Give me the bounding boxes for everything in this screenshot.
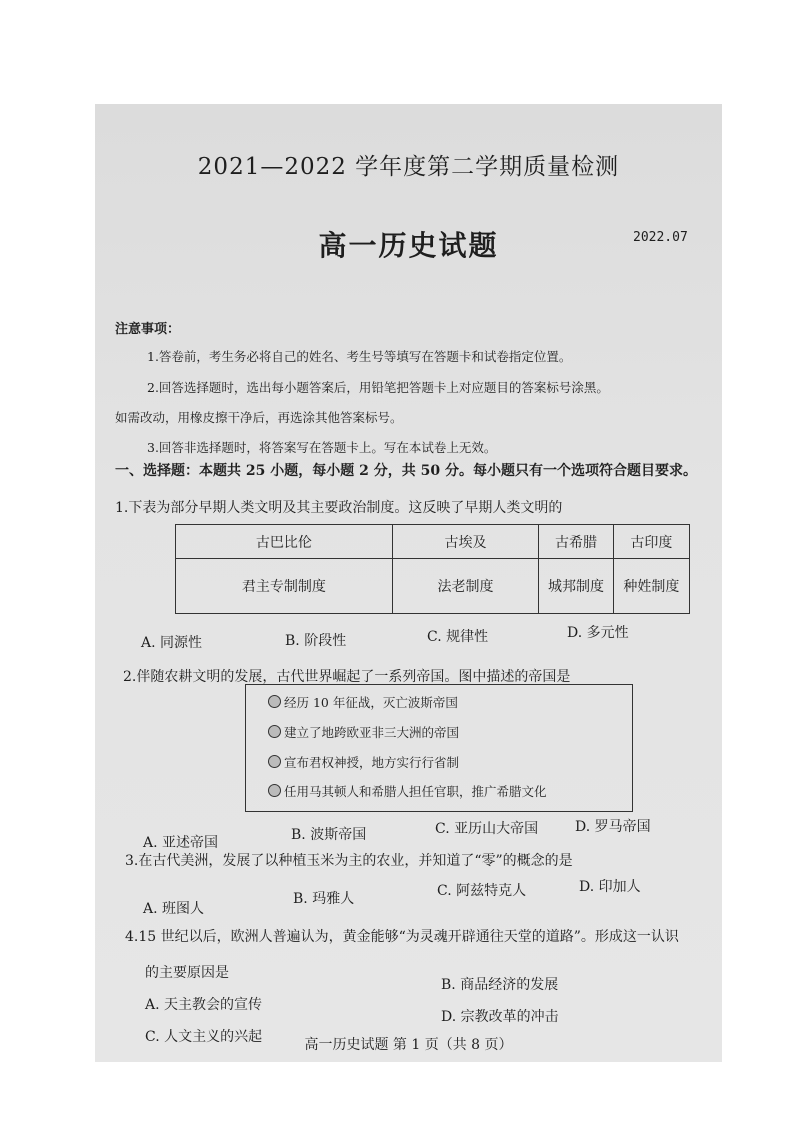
option-d: D. 宗教改革的冲击	[441, 1009, 559, 1025]
table-cell: 城邦制度	[539, 559, 613, 614]
table-header-cell: 古印度	[613, 525, 689, 559]
option-d: D. 印加人	[579, 879, 641, 895]
question-4-stem-cont: 的主要原因是	[145, 965, 229, 981]
option-b: B. 玛雅人	[293, 891, 355, 907]
option-a: A. 天主教会的宣传	[145, 997, 263, 1013]
info-item-text: 宣布君权神授，地方实行行省制	[284, 755, 460, 770]
notice-item: 1.答卷前，考生务必将自己的姓名、考生号等填写在答题卡和试卷指定位置。	[147, 349, 572, 364]
question-1-table	[175, 524, 690, 614]
table-header-cell: 古希腊	[539, 525, 613, 559]
section-heading: 一、选择题：本题共 25 小题，每小题 2 分，共 50 分。每小题只有一个选项符合题目要求。	[115, 463, 697, 479]
option-b: B. 商品经济的发展	[441, 977, 559, 993]
table-cell: 君主专制制度	[176, 559, 393, 614]
table-header-cell: 古埃及	[392, 525, 539, 559]
bullet-icon	[268, 695, 281, 708]
bullet-icon	[268, 725, 281, 738]
option-c: C. 规律性	[427, 629, 489, 645]
option-c: C. 亚历山大帝国	[435, 821, 539, 837]
exam-page	[95, 104, 722, 1062]
subject-title: 高一历史试题	[318, 229, 499, 262]
question-3-stem: 3.在古代美洲，发展了以种植玉米为主的农业，并知道了“零”的概念的是	[125, 853, 573, 869]
question-2-info-box	[245, 684, 633, 812]
notice-heading: 注意事项：	[115, 322, 181, 337]
question-4-stem: 4.15 世纪以后，欧洲人普遍认为，黄金能够“为灵魂开辟通往天堂的道路”。形成这一认识	[125, 929, 679, 945]
option-c: C. 人文主义的兴起	[145, 1029, 263, 1045]
question-1-stem: 1.下表为部分早期人类文明及其主要政治制度。这反映了早期人类文明的	[115, 500, 563, 516]
bullet-icon	[268, 784, 281, 797]
exam-date: 2022.07	[633, 230, 688, 245]
notice-item: 2.回答选择题时，选出每小题答案后，用铅笔把答题卡上对应题目的答案标号涂黑。	[147, 380, 609, 395]
info-item	[268, 782, 547, 800]
option-d: D. 多元性	[567, 625, 629, 641]
table-cell: 法老制度	[392, 559, 539, 614]
exam-title: 2021—2022 学年度第二学期质量检测	[197, 154, 620, 180]
page-footer: 高一历史试题 第 1 页（共 8 页）	[304, 1037, 513, 1053]
option-a: A. 同源性	[141, 635, 203, 651]
option-b: B. 波斯帝国	[291, 827, 367, 843]
question-2-stem: 2.伴随农耕文明的发展，古代世界崛起了一系列帝国。图中描述的帝国是	[123, 669, 571, 685]
info-item	[268, 753, 459, 771]
info-item-text: 经历 10 年征战，灭亡波斯帝国	[284, 695, 458, 710]
info-item	[268, 693, 458, 711]
info-item	[268, 723, 459, 741]
option-d: D. 罗马帝国	[575, 819, 651, 835]
notice-item: 如需改动，用橡皮擦干净后，再选涂其他答案标号。	[115, 410, 403, 425]
table-header-cell: 古巴比伦	[176, 525, 393, 559]
option-b: B. 阶段性	[285, 633, 347, 649]
option-a: A. 亚述帝国	[143, 835, 219, 851]
notice-item: 3.回答非选择题时，将答案写在答题卡上。写在本试卷上无效。	[147, 440, 497, 455]
table-cell: 种姓制度	[613, 559, 689, 614]
info-item-text: 任用马其顿人和希腊人担任官职，推广希腊文化	[284, 784, 547, 799]
bullet-icon	[268, 755, 281, 768]
info-item-text: 建立了地跨欧亚非三大洲的帝国	[284, 725, 460, 740]
option-c: C. 阿兹特克人	[437, 883, 527, 899]
option-a: A. 班图人	[143, 901, 205, 917]
